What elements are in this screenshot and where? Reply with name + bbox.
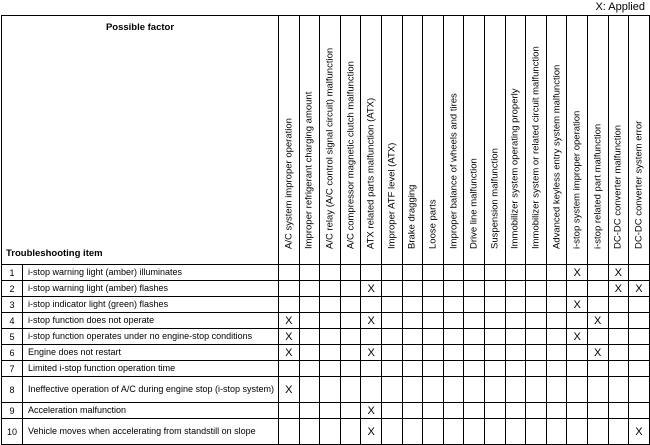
row-number: 4 [2, 313, 23, 329]
applied-cell [320, 403, 341, 419]
applied-cell [608, 361, 629, 377]
applied-cell [629, 297, 650, 313]
applied-cell [340, 377, 361, 403]
applied-cell [443, 361, 464, 377]
factor-label: A/C system improper operation [283, 118, 295, 249]
applied-cell [361, 265, 382, 281]
applied-cell: X [567, 329, 588, 345]
applied-cell [299, 345, 320, 361]
applied-cell [443, 281, 464, 297]
factor-label: Immobilizer system or related circuit malfunction [530, 46, 542, 249]
applied-cell [320, 281, 341, 297]
applied-cell [505, 345, 526, 361]
applied-cell [505, 329, 526, 345]
table-row [2, 345, 650, 361]
applied-cell [320, 361, 341, 377]
factor-label: i-stop system improper operation [571, 110, 583, 249]
row-number: 7 [2, 361, 23, 377]
row-number: 6 [2, 345, 23, 361]
applied-cell [464, 329, 485, 345]
applied-cell [629, 377, 650, 403]
applied-cell [299, 265, 320, 281]
applied-cell [443, 313, 464, 329]
troubleshooting-item: Limited i-stop function operation time [23, 361, 279, 377]
applied-cell: X [361, 345, 382, 361]
applied-cell [505, 297, 526, 313]
applied-cell [567, 419, 588, 445]
row-number: 5 [2, 329, 23, 345]
factor-label: DC-DC converter system error [633, 120, 645, 249]
applied-cell [608, 297, 629, 313]
applied-cell [629, 403, 650, 419]
applied-cell [320, 297, 341, 313]
factor-label: Improper balance of wheels and tires [448, 93, 460, 249]
applied-cell [484, 313, 505, 329]
applied-cell: X [279, 329, 300, 345]
applied-cell [443, 265, 464, 281]
applied-cell [443, 419, 464, 445]
applied-cell [608, 419, 629, 445]
troubleshooting-item: i-stop warning light (amber) illuminates [23, 265, 279, 281]
applied-cell [464, 313, 485, 329]
applied-cell [526, 313, 547, 329]
applied-cell [546, 377, 567, 403]
applied-cell: X [629, 281, 650, 297]
applied-cell [361, 377, 382, 403]
factor-header [567, 16, 588, 265]
applied-cell [423, 265, 444, 281]
applied-cell: X [361, 419, 382, 445]
applied-cell [587, 377, 608, 403]
factor-header [299, 16, 320, 265]
table-row [2, 281, 650, 297]
applied-cell [587, 297, 608, 313]
applied-cell [608, 345, 629, 361]
applied-cell [423, 313, 444, 329]
applied-cell: X [361, 281, 382, 297]
applied-cell [279, 297, 300, 313]
applied-cell [526, 281, 547, 297]
applied-cell [320, 345, 341, 361]
applied-cell [526, 345, 547, 361]
factor-header [526, 16, 547, 265]
applied-cell [526, 377, 547, 403]
factor-label: Suspension malfunction [489, 148, 501, 249]
factor-label: A/C compressor magnetic clutch malfunction [345, 61, 357, 249]
applied-cell [484, 265, 505, 281]
applied-cell [402, 345, 423, 361]
applied-cell [279, 361, 300, 377]
applied-cell: X [567, 297, 588, 313]
applied-cell [567, 345, 588, 361]
legend-text: X: Applied [595, 1, 645, 13]
applied-cell [299, 403, 320, 419]
factor-header [402, 16, 423, 265]
table-row [2, 403, 650, 419]
row-number: 10 [2, 419, 23, 445]
applied-cell [505, 403, 526, 419]
applied-cell [340, 403, 361, 419]
applied-cell [423, 297, 444, 313]
factor-label: Loose parts [427, 199, 439, 249]
applied-cell [340, 265, 361, 281]
applied-cell [526, 329, 547, 345]
factor-header [381, 16, 402, 265]
applied-cell [423, 345, 444, 361]
factor-label: Immobilizer system operating properly [509, 88, 521, 249]
applied-cell [587, 281, 608, 297]
header-row [2, 16, 650, 265]
applied-cell [505, 265, 526, 281]
applied-cell [484, 345, 505, 361]
applied-cell [567, 313, 588, 329]
applied-cell [381, 313, 402, 329]
factor-header [608, 16, 629, 265]
applied-cell [546, 403, 567, 419]
factor-header [505, 16, 526, 265]
applied-cell [340, 313, 361, 329]
applied-cell [299, 419, 320, 445]
factor-label: DC-DC converter malfunction [612, 124, 624, 249]
applied-cell [381, 297, 402, 313]
applied-cell [340, 361, 361, 377]
applied-cell [320, 265, 341, 281]
table-row [2, 297, 650, 313]
applied-cell [567, 377, 588, 403]
applied-cell: X [629, 419, 650, 445]
factor-header [423, 16, 444, 265]
applied-cell [381, 361, 402, 377]
troubleshooting-item: i-stop function operates under no engine-stop conditions [23, 329, 279, 345]
applied-cell [526, 419, 547, 445]
applied-cell [567, 361, 588, 377]
row-number: 3 [2, 297, 23, 313]
applied-cell [587, 265, 608, 281]
applied-cell [629, 361, 650, 377]
applied-cell [402, 329, 423, 345]
applied-cell [361, 297, 382, 313]
applied-cell [546, 361, 567, 377]
applied-cell [629, 265, 650, 281]
applied-cell [464, 361, 485, 377]
applied-cell [546, 345, 567, 361]
applied-cell [526, 265, 547, 281]
applied-cell: X [279, 313, 300, 329]
applied-cell [340, 281, 361, 297]
applied-cell [381, 377, 402, 403]
applied-cell [340, 329, 361, 345]
applied-cell [423, 377, 444, 403]
applied-cell [464, 281, 485, 297]
factor-header [443, 16, 464, 265]
factor-header [361, 16, 382, 265]
applied-cell [464, 265, 485, 281]
applied-cell [505, 419, 526, 445]
factor-header [629, 16, 650, 265]
factor-header [546, 16, 567, 265]
applied-cell [505, 313, 526, 329]
applied-cell [423, 419, 444, 445]
factor-label: Improper ATF level (ATX) [386, 142, 398, 249]
applied-cell [381, 265, 402, 281]
row-number: 1 [2, 265, 23, 281]
applied-cell [505, 361, 526, 377]
applied-cell [320, 329, 341, 345]
applied-cell: X [361, 313, 382, 329]
troubleshooting-item: Vehicle moves when accelerating from standstill on slope [23, 419, 279, 445]
applied-cell [402, 281, 423, 297]
applied-cell [320, 419, 341, 445]
factor-label: i-stop related part malfunction [592, 123, 604, 249]
applied-cell [546, 419, 567, 445]
applied-cell [567, 281, 588, 297]
applied-cell [526, 361, 547, 377]
applied-cell [608, 403, 629, 419]
applied-cell [402, 265, 423, 281]
applied-cell: X [587, 345, 608, 361]
table-row [2, 361, 650, 377]
factor-header [587, 16, 608, 265]
applied-cell [484, 329, 505, 345]
applied-cell [505, 377, 526, 403]
applied-cell [381, 345, 402, 361]
applied-cell [505, 281, 526, 297]
applied-cell [340, 297, 361, 313]
table-row [2, 419, 650, 445]
applied-cell [423, 281, 444, 297]
applied-cell [320, 377, 341, 403]
troubleshooting-item-label: Troubleshooting item [6, 248, 103, 259]
applied-cell [423, 329, 444, 345]
factor-label: Drive line malfunction [468, 158, 480, 249]
factor-label: Improper refrigerant charging amount [303, 91, 315, 249]
applied-cell [402, 313, 423, 329]
applied-cell [299, 361, 320, 377]
applied-cell [587, 403, 608, 419]
header-corner [2, 16, 279, 265]
applied-cell [279, 281, 300, 297]
applied-cell [484, 281, 505, 297]
applied-cell [443, 297, 464, 313]
applied-cell [546, 265, 567, 281]
troubleshooting-item: Engine does not restart [23, 345, 279, 361]
applied-cell [299, 297, 320, 313]
applied-cell: X [279, 345, 300, 361]
applied-cell [526, 403, 547, 419]
applied-cell [464, 297, 485, 313]
troubleshooting-matrix [1, 15, 650, 445]
table-row [2, 329, 650, 345]
table-row [2, 377, 650, 403]
factor-header [340, 16, 361, 265]
applied-cell [567, 403, 588, 419]
table-row [2, 313, 650, 329]
applied-cell [629, 329, 650, 345]
applied-cell [484, 403, 505, 419]
applied-cell [279, 403, 300, 419]
applied-cell [464, 345, 485, 361]
factor-header [464, 16, 485, 265]
applied-cell: X [608, 281, 629, 297]
row-number: 2 [2, 281, 23, 297]
applied-cell [608, 329, 629, 345]
applied-cell [587, 419, 608, 445]
applied-cell [299, 281, 320, 297]
applied-cell [608, 313, 629, 329]
troubleshooting-item: i-stop warning light (amber) flashes [23, 281, 279, 297]
applied-cell [402, 403, 423, 419]
applied-cell [443, 403, 464, 419]
applied-cell [299, 329, 320, 345]
applied-cell [484, 419, 505, 445]
factor-label: ATX related parts malfunction (ATX) [365, 97, 377, 249]
applied-cell: X [361, 403, 382, 419]
applied-cell [464, 419, 485, 445]
applied-cell [279, 419, 300, 445]
row-number: 8 [2, 377, 23, 403]
applied-cell: X [567, 265, 588, 281]
applied-cell [546, 281, 567, 297]
applied-cell [443, 345, 464, 361]
factor-label: Brake dragging [406, 184, 418, 249]
applied-cell: X [279, 377, 300, 403]
applied-cell [629, 313, 650, 329]
applied-cell [526, 297, 547, 313]
troubleshooting-item: i-stop function does not operate [23, 313, 279, 329]
applied-cell [381, 281, 402, 297]
applied-cell [484, 297, 505, 313]
factor-label: A/C relay (A/C control signal circuit) malfunction [324, 47, 336, 249]
applied-cell [402, 419, 423, 445]
possible-factor-label: Possible factor [105, 22, 175, 33]
applied-cell [381, 329, 402, 345]
applied-cell [484, 361, 505, 377]
applied-cell [423, 361, 444, 377]
applied-cell [546, 297, 567, 313]
applied-cell [587, 329, 608, 345]
factor-header [279, 16, 300, 265]
applied-cell [464, 403, 485, 419]
applied-cell [587, 361, 608, 377]
applied-cell [629, 345, 650, 361]
applied-cell [361, 361, 382, 377]
applied-cell [299, 313, 320, 329]
applied-cell [546, 313, 567, 329]
factor-header [484, 16, 505, 265]
applied-cell [340, 345, 361, 361]
troubleshooting-item: i-stop indicator light (green) flashes [23, 297, 279, 313]
applied-cell [484, 377, 505, 403]
applied-cell: X [587, 313, 608, 329]
applied-cell [402, 361, 423, 377]
applied-cell [402, 377, 423, 403]
troubleshooting-item: Acceleration malfunction [23, 403, 279, 419]
applied-cell: X [608, 265, 629, 281]
applied-cell [361, 329, 382, 345]
applied-cell [423, 403, 444, 419]
matrix-body [2, 265, 650, 445]
factor-label: Advanced keyless entry system malfunction [551, 64, 563, 249]
factor-header [320, 16, 341, 265]
row-number: 9 [2, 403, 23, 419]
applied-cell [320, 313, 341, 329]
table-row [2, 265, 650, 281]
applied-cell [340, 419, 361, 445]
applied-cell [299, 377, 320, 403]
applied-cell [546, 329, 567, 345]
applied-cell [402, 297, 423, 313]
applied-cell [443, 377, 464, 403]
applied-cell [464, 377, 485, 403]
troubleshooting-item: Ineffective operation of A/C during engine stop (i-stop system) [23, 377, 279, 403]
applied-cell [381, 419, 402, 445]
applied-cell [443, 329, 464, 345]
applied-cell [381, 403, 402, 419]
applied-cell [279, 265, 300, 281]
applied-cell [608, 377, 629, 403]
